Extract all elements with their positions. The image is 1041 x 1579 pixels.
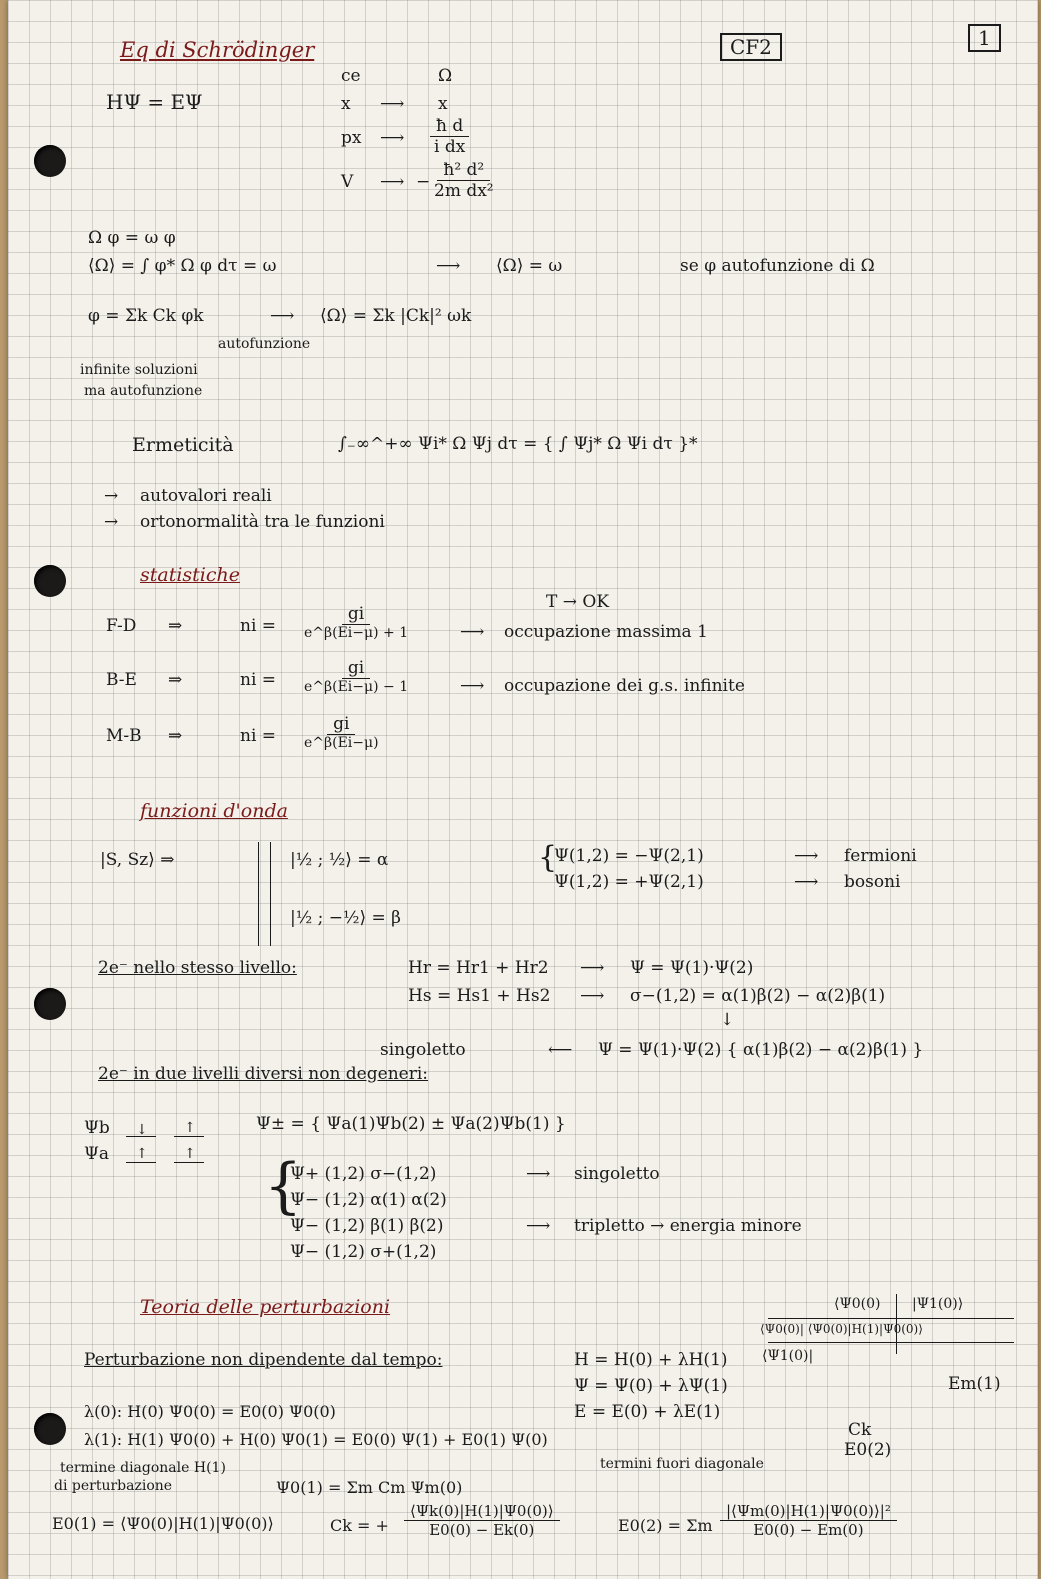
matrix-e02: E0(2) (844, 1440, 892, 1460)
e02-lhs: E0(2) = Σm (618, 1516, 713, 1535)
matrix-col-2: |Ψ1(0)⟩ (912, 1296, 964, 1312)
v-sign: − (416, 172, 431, 192)
ck-num: ⟨Ψk(0)|H(1)|Ψ0(0)⟩ (404, 1502, 560, 1521)
arrow: ⟶ (270, 306, 295, 326)
brace: { (264, 1151, 303, 1221)
lambda0-equation: λ(0): H(0) Ψ0(0) = E0(0) Ψ0(0) (84, 1402, 336, 1421)
arrow: ⟶ (460, 676, 485, 696)
spin-label: |S, Sz⟩ ⇒ (100, 850, 175, 870)
autofunzione-label: autofunzione (218, 336, 311, 352)
expectation-result: ⟨Ω⟩ = ω (496, 256, 563, 276)
stat-fd-num: gi (342, 604, 370, 625)
spin-arrow: ↑ (184, 1146, 196, 1162)
alpha-equation: |½ ; ½⟩ = α (290, 850, 389, 870)
arrow: ⟶ (794, 872, 819, 892)
state-row: Ψ− (1,2) α(1) α(2) (290, 1190, 447, 1210)
boson-equation: Ψ(1,2) = +Ψ(2,1) (554, 872, 704, 892)
hs-equation: Hs = Hs1 + Hs2 (408, 986, 551, 1006)
page-title: Eq di Schrödinger (120, 38, 315, 62)
table-col-ce: ce (341, 66, 361, 86)
matrix-ck: Ck (848, 1420, 872, 1440)
e02-num: |⟨Ψm(0)|H(1)|Ψ0(0)⟩|² (720, 1502, 897, 1521)
ck-den: E0(0) − Ek(0) (429, 1521, 535, 1539)
psi-b-label: Ψb (84, 1118, 110, 1138)
psi-expansion: Ψ = Ψ(0) + λΨ(1) (574, 1376, 728, 1396)
same-level-heading: 2e⁻ nello stesso livello: (98, 958, 297, 978)
brace-line (258, 842, 259, 946)
stat-be-fraction (298, 658, 414, 695)
arrow: ↓ (720, 1010, 735, 1030)
matrix-em: Em(1) (948, 1374, 1001, 1394)
spin-arrow: ↓ (136, 1122, 148, 1138)
diag-note-2: di perturbazione (54, 1478, 173, 1494)
row-px-left: px (341, 128, 362, 148)
expansion-equation: φ = Σk Ck φk (88, 306, 204, 326)
arrow: ⟶ (526, 1164, 551, 1184)
schrodinger-equation: HΨ = EΨ (106, 90, 203, 114)
binder-hole (34, 565, 66, 597)
t-note: T → OK (546, 592, 610, 612)
stat-mb-name: M-B (106, 726, 142, 746)
state-note: singoletto (574, 1164, 660, 1184)
expansion-result: ⟨Ω⟩ = Σk |Ck|² ωk (320, 306, 472, 326)
arrow: ⇒ (168, 670, 183, 690)
expectation-note: se φ autofunzione di Ω (680, 256, 875, 276)
level-line (126, 1162, 156, 1163)
ck-fraction (404, 1502, 560, 1539)
px-den: i dx (434, 137, 466, 157)
perturbation-heading: Teoria delle perturbazioni (140, 1296, 391, 1318)
stat-be-name: B-E (106, 670, 137, 690)
wavefunctions-heading: funzioni d'onda (140, 800, 288, 822)
spin-arrow: ↑ (184, 1120, 196, 1136)
row-x-left: x (341, 94, 351, 114)
stat-be-den: e^β(Ei−μ) − 1 (304, 679, 409, 695)
arrow: ⟶ (580, 986, 605, 1006)
hr-equation: Hr = Hr1 + Hr2 (408, 958, 549, 978)
e-expansion: E = E(0) + λE(1) (574, 1402, 721, 1422)
perturbation-subheading: Perturbazione non dipendente dal tempo: (84, 1350, 443, 1370)
spin-arrow: ↑ (136, 1146, 148, 1162)
arrow: ⟶ (380, 94, 405, 114)
stat-fd-lhs: ni = (240, 616, 277, 636)
matrix-row-2: ⟨Ψ1(0)| (762, 1348, 814, 1364)
arrow: ⟶ (460, 622, 485, 642)
level-line (174, 1136, 204, 1137)
stat-be-note: occupazione dei g.s. infinite (504, 676, 745, 696)
statistics-heading: statistiche (140, 564, 241, 586)
e02-den: E0(0) − Em(0) (753, 1521, 864, 1539)
stat-mb-num: gi (327, 714, 355, 735)
px-operator (428, 116, 471, 157)
stat-fd-note: occupazione massima 1 (504, 622, 708, 642)
singlet-label: singoletto (380, 1040, 466, 1060)
brace: { (538, 840, 558, 875)
hermitian-prop-1: autovalori reali (140, 486, 272, 506)
page-number-badge: 1 (968, 24, 1001, 52)
infinite-note-2: ma autofunzione (84, 383, 203, 399)
arrow: ⟶ (580, 958, 605, 978)
e02-fraction (720, 1502, 897, 1539)
arrow: ⇒ (168, 616, 183, 636)
psi-pm-equation: Ψ± = { Ψa(1)Ψb(2) ± Ψa(2)Ψb(1) } (256, 1114, 566, 1134)
diag-note-1: termine diagonale H(1) (60, 1460, 226, 1476)
matrix-line (768, 1342, 1014, 1343)
state-row: Ψ+ (1,2) σ−(1,2) (290, 1164, 437, 1184)
v-den: 2m dx² (434, 181, 494, 201)
arrow: ⟶ (794, 846, 819, 866)
hermitian-label: Ermeticità (132, 434, 234, 456)
lambda1-equation: λ(1): H(1) Ψ0(0) + H(0) Ψ0(1) = E0(0) Ψ(1) + E0(1) Ψ(0) (84, 1430, 548, 1449)
stat-be-lhs: ni = (240, 670, 277, 690)
h-expansion: H = H(0) + λH(1) (574, 1350, 728, 1370)
matrix-row-1: ⟨Ψ0(0)| ⟨Ψ0(0)|H(1)|Ψ0(0)⟩ (760, 1322, 923, 1336)
stat-mb-den: e^β(Ei−μ) (304, 735, 379, 751)
v-operator (428, 160, 500, 201)
stat-mb-lhs: ni = (240, 726, 277, 746)
table-col-omega: Ω (438, 66, 453, 86)
beta-equation: |½ ; −½⟩ = β (290, 908, 401, 928)
px-num: ħ d (430, 116, 469, 137)
row-v-left: V (341, 172, 354, 192)
hr-result: Ψ = Ψ(1)·Ψ(2) (630, 958, 754, 978)
binder-hole (34, 1413, 66, 1445)
hermitian-equation: ∫₋∞^+∞ Ψi* Ω Ψj dτ = { ∫ Ψj* Ω Ψi dτ }* (338, 434, 698, 454)
state-note: tripletto → energia minore (574, 1216, 802, 1236)
arrow: ⟶ (526, 1216, 551, 1236)
hermitian-prop-2: ortonormalità tra le funzioni (140, 512, 385, 532)
fermion-equation: Ψ(1,2) = −Ψ(2,1) (554, 846, 704, 866)
v-num: ħ² d² (437, 160, 490, 181)
arrow: ⟶ (380, 172, 405, 192)
notebook-page (8, 0, 1038, 1579)
infinite-note-1: infinite soluzioni (80, 362, 198, 378)
hs-result: σ−(1,2) = α(1)β(2) − α(2)β(1) (630, 986, 886, 1006)
arrow: ⟵ (548, 1040, 573, 1060)
stat-be-num: gi (342, 658, 370, 679)
arrow: → (104, 512, 119, 532)
arrow: ⟶ (380, 128, 405, 148)
matrix-line (768, 1318, 1014, 1319)
fermion-label: fermioni (844, 846, 917, 866)
brace-line (270, 842, 271, 946)
eigen-equation: Ω φ = ω φ (88, 228, 176, 248)
psi01-equation: Ψ0(1) = Σm Cm Ψm(0) (276, 1478, 463, 1497)
level-line (174, 1162, 204, 1163)
course-code-badge: CF2 (720, 33, 782, 61)
stat-fd-fraction (298, 604, 414, 641)
two-levels-heading: 2e⁻ in due livelli diversi non degeneri: (98, 1064, 428, 1084)
binder-hole (34, 988, 66, 1020)
offdiag-note: termini fuori diagonale (600, 1456, 764, 1472)
state-row: Ψ− (1,2) σ+(1,2) (290, 1242, 437, 1262)
state-row: Ψ− (1,2) β(1) β(2) (290, 1216, 444, 1236)
psi-a-label: Ψa (84, 1144, 110, 1164)
arrow: ⟶ (436, 256, 461, 276)
boson-label: bosoni (844, 872, 901, 892)
ck-lhs: Ck = + (330, 1516, 389, 1535)
e01-equation: E0(1) = ⟨Ψ0(0)|H(1)|Ψ0(0)⟩ (52, 1514, 274, 1533)
row-x-right: x (438, 94, 448, 114)
expectation-equation: ⟨Ω⟩ = ∫ φ* Ω φ dτ = ω (88, 256, 277, 276)
stat-fd-name: F-D (106, 616, 137, 636)
arrow: ⇒ (168, 726, 183, 746)
arrow: → (104, 486, 119, 506)
stat-mb-fraction (298, 714, 385, 751)
binder-hole (34, 145, 66, 177)
stat-fd-den: e^β(Ei−μ) + 1 (304, 625, 409, 641)
singlet-equation: Ψ = Ψ(1)·Ψ(2) { α(1)β(2) − α(2)β(1) } (598, 1040, 924, 1060)
matrix-col-1: ⟨Ψ0(0) (834, 1296, 881, 1312)
